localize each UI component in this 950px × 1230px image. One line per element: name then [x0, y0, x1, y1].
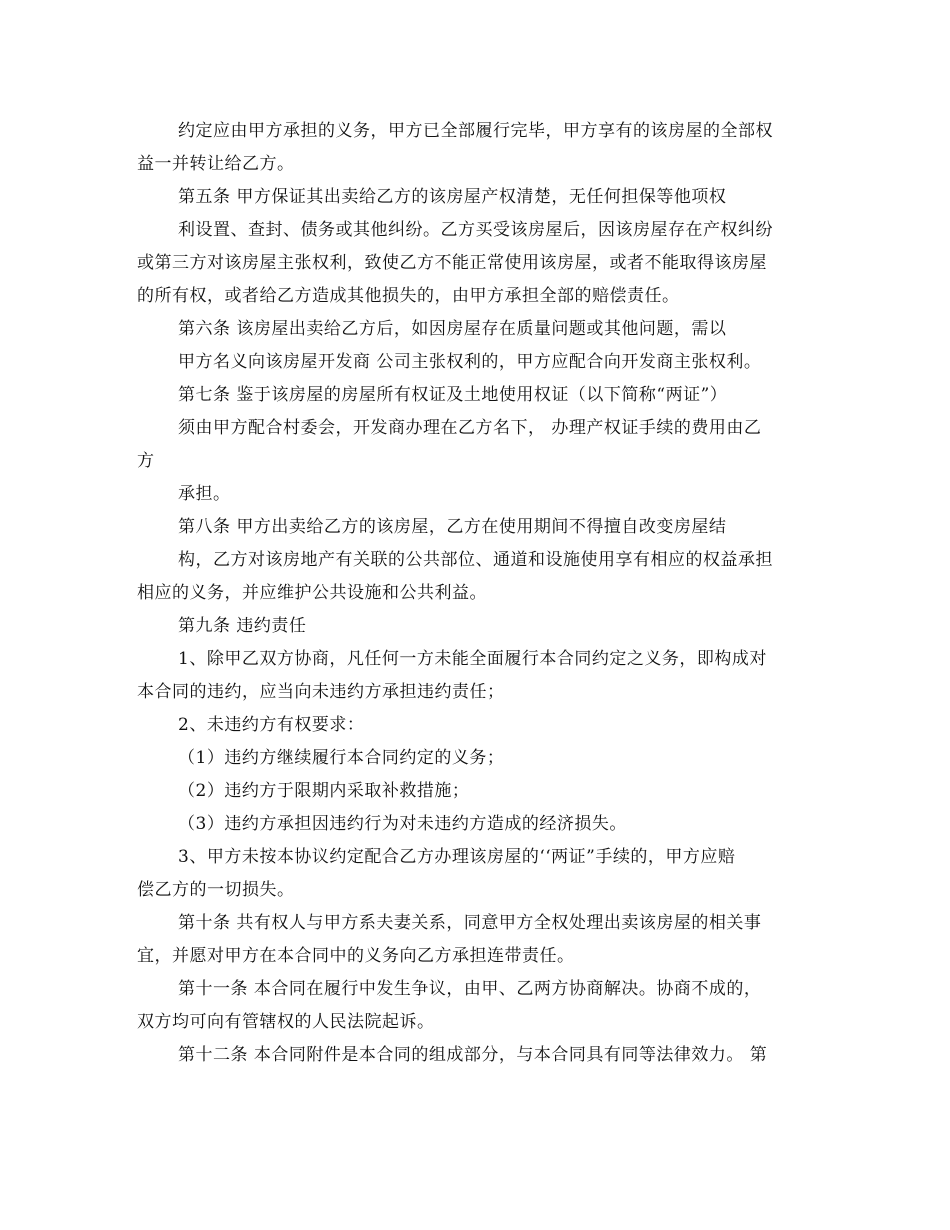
text-line: 须由甲方配合村委会，开发商办理在乙方名下， 办理产权证手续的费用由乙	[178, 418, 762, 438]
text-line: 偿乙方的一切损失。	[137, 880, 295, 900]
text-line: 第九条 违约责任	[178, 616, 307, 636]
text-line: 构，乙方对该房地产有关联的公共部位、通道和设施使用享有相应的权益承担	[178, 550, 773, 570]
text-line: （3）违约方承担因违约行为对未违约方造成的经济损失。	[178, 814, 627, 834]
text-line: 益一并转让给乙方。	[137, 154, 295, 174]
text-line: （2）违约方于限期内采取补救措施；	[178, 781, 470, 801]
text-line: 利设置、查封、债务或其他纠纷。乙方买受该房屋后，因该房屋存在产权纠纷	[178, 220, 773, 240]
text-line: 2、未违约方有权要求：	[178, 715, 365, 735]
text-line: 承担。	[178, 484, 231, 504]
text-line: 第十二条 本合同附件是本合同的组成部分，与本合同具有同等法律效力。 第	[178, 1045, 768, 1065]
text-line: （1）违约方继续履行本合同约定的义务；	[178, 748, 505, 768]
text-line: 第五条 甲方保证其出卖给乙方的该房屋产权清楚，无任何担保等他项权	[178, 187, 727, 207]
text-line: 或第三方对该房屋主张权利，致使乙方不能正常使用该房屋，或者不能取得该房屋	[137, 253, 767, 273]
text-line: 第八条 甲方出卖给乙方的该房屋，乙方在使用期间不得擅自改变房屋结	[178, 517, 727, 537]
text-line: 第十一条 本合同在履行中发生争议，由甲、乙两方协商解决。协商不成的，	[178, 979, 762, 999]
text-line: 约定应由甲方承担的义务，甲方已全部履行完毕，甲方享有的该房屋的全部权	[178, 121, 773, 141]
text-line: 本合同的违约，应当向未违约方承担违约责任；	[137, 682, 505, 702]
text-line: 宜，并愿对甲方在本合同中的义务向乙方承担连带责任。	[137, 946, 575, 966]
text-line: 第七条 鉴于该房屋的房屋所有权证及土地使用权证（以下简称“两证”）	[178, 385, 728, 405]
text-line: 第六条 该房屋出卖给乙方后，如因房屋存在质量问题或其他问题，需以	[178, 319, 727, 339]
text-line: 3、甲方未按本协议约定配合乙方办理该房屋的‘‘两证”手续的，甲方应赔	[178, 847, 736, 867]
text-line: 方	[137, 451, 155, 471]
text-line: 甲方名义向该房屋开发商 公司主张权利的，甲方应配合向开发商主张权利。	[178, 352, 762, 372]
text-line: 1、除甲乙双方协商，凡任何一方未能全面履行本合同约定之义务，即构成对	[178, 649, 767, 669]
text-line: 相应的义务，并应维护公共设施和公共利益。	[137, 583, 487, 603]
text-line: 双方均可向有管辖权的人民法院起诉。	[137, 1012, 435, 1032]
text-line: 的所有权，或者给乙方造成其他损失的，由甲方承担全部的赔偿责任。	[137, 286, 680, 306]
text-line: 第十条 共有权人与甲方系夫妻关系，同意甲方全权处理出卖该房屋的相关事	[178, 913, 762, 933]
